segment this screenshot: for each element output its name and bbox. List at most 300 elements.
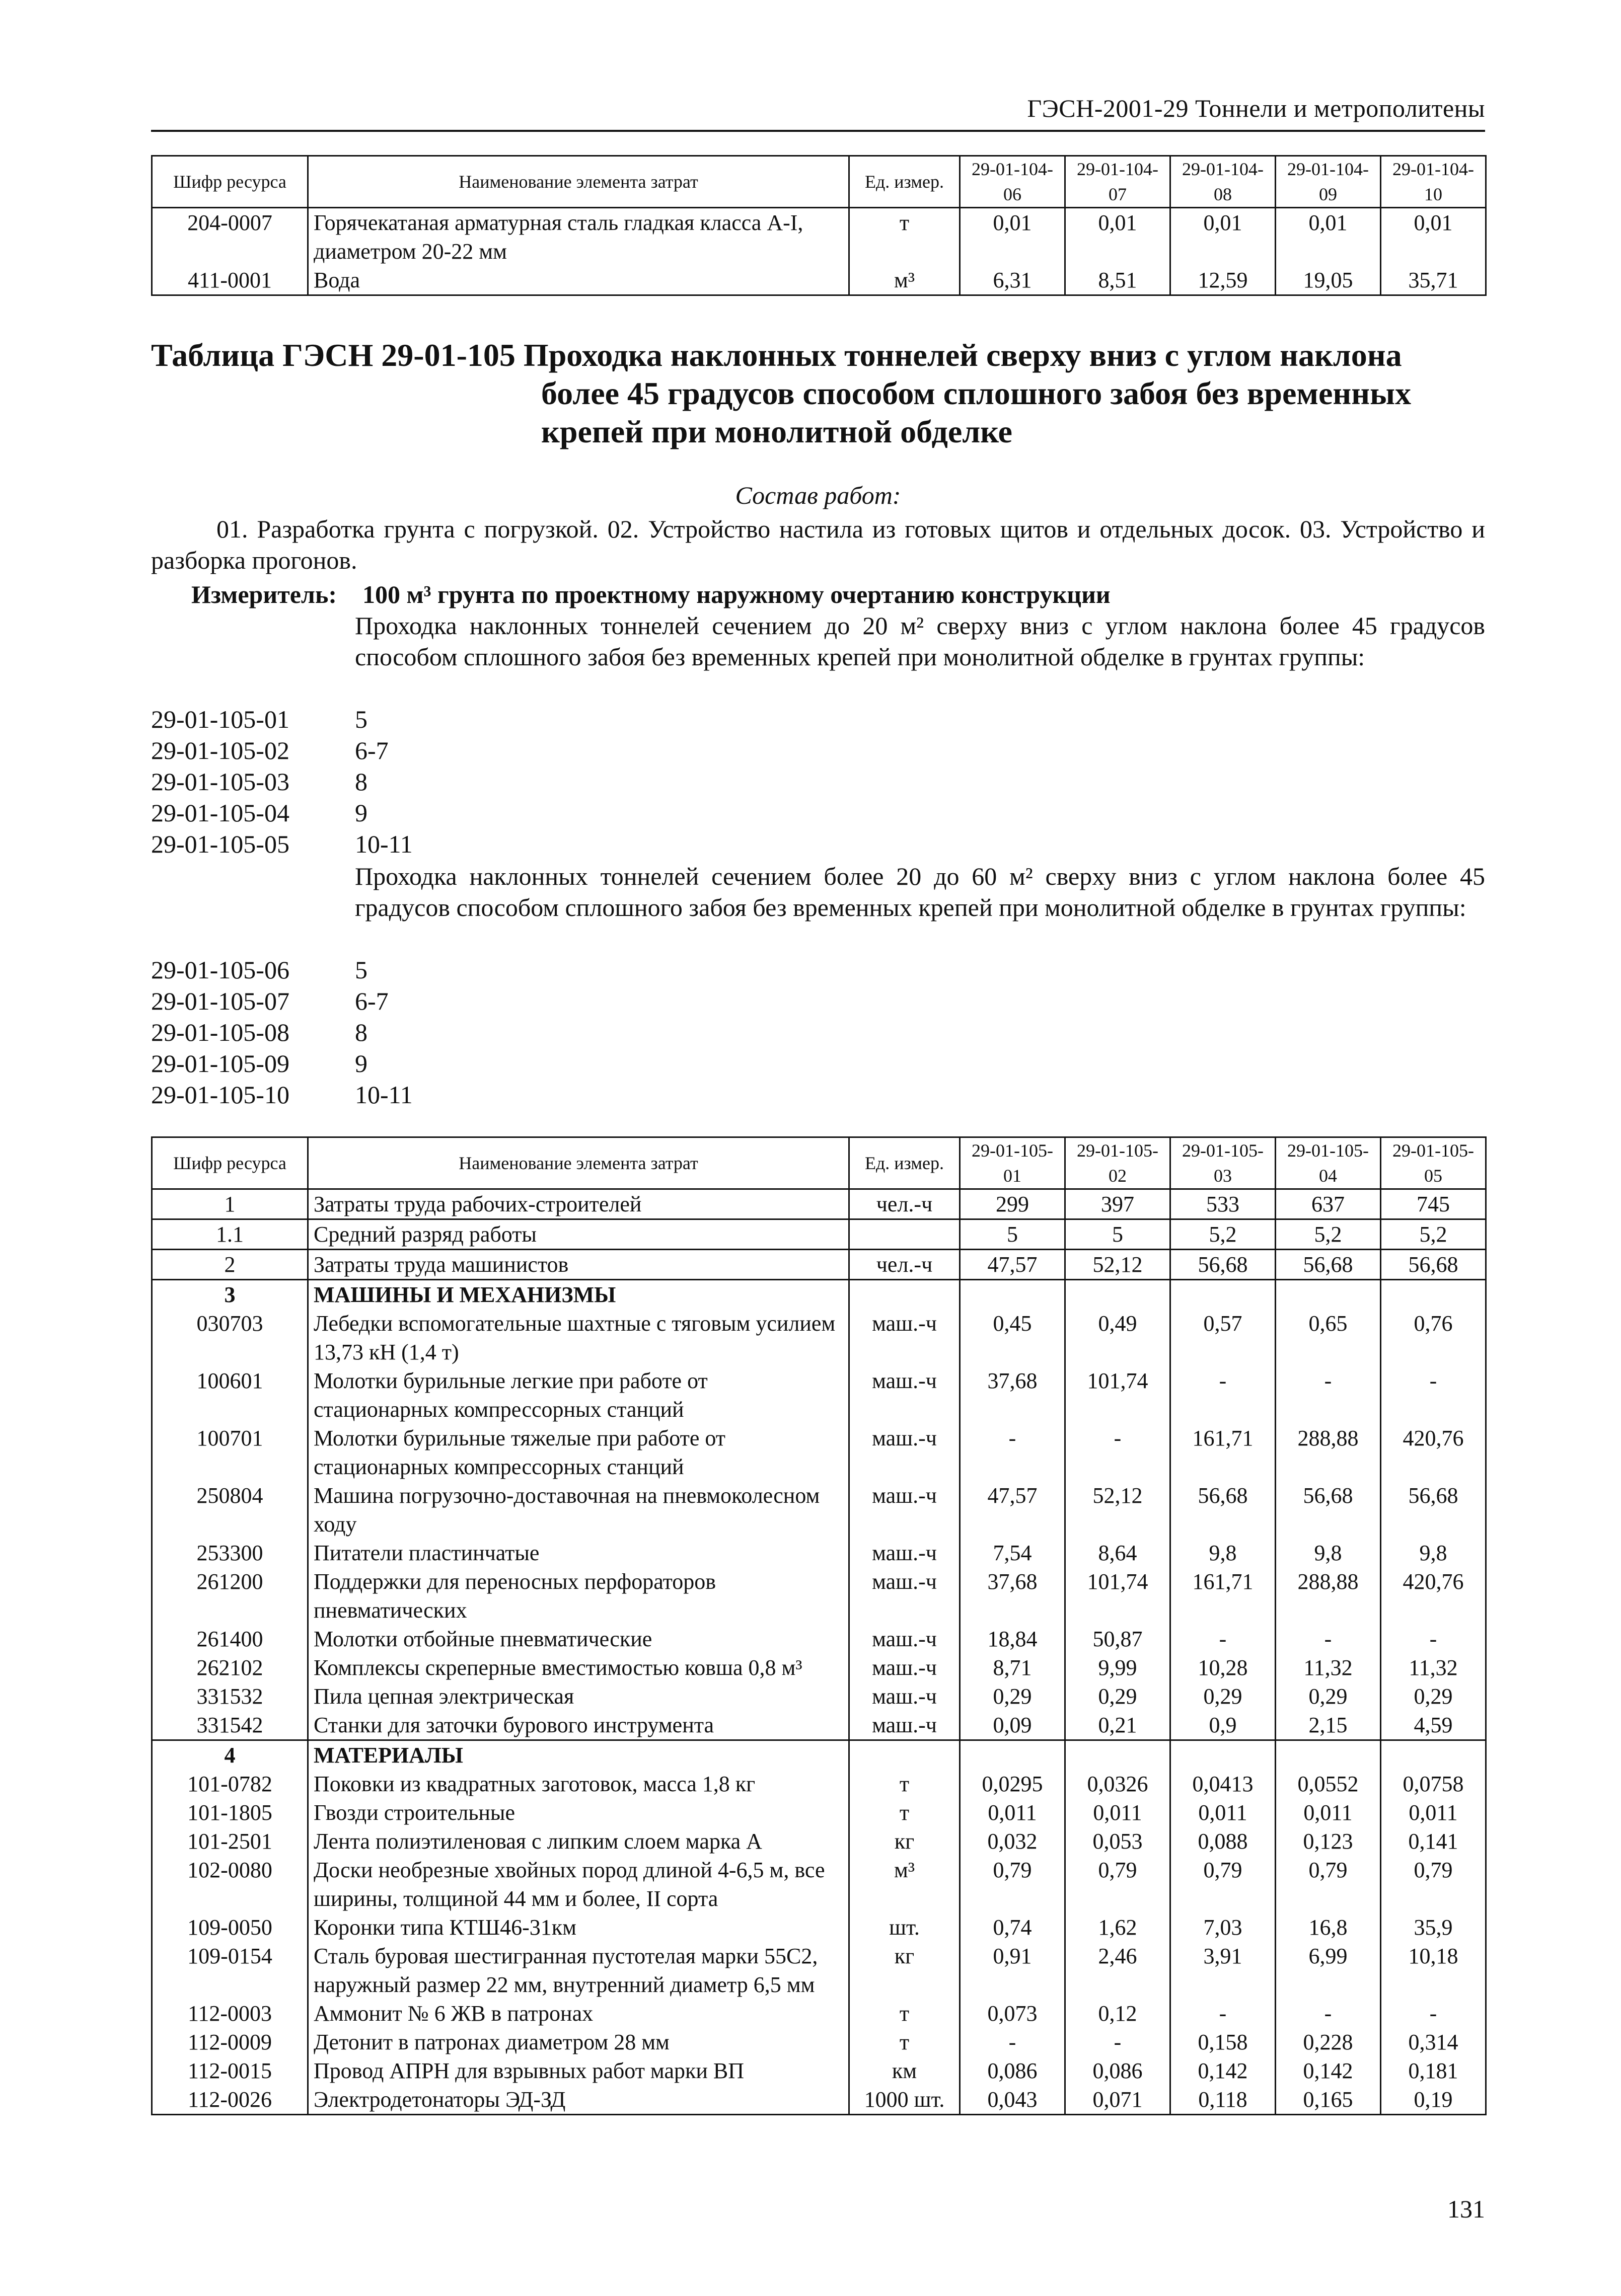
value-cell: 5,2 [1170,1219,1276,1250]
resource-code-cell: 1 [152,1189,308,1219]
unit-cell: маш.-ч [849,1539,960,1567]
value-cell: 3,91 [1170,1942,1276,1999]
value-cell: 420,76 [1381,1567,1486,1625]
table-row [152,1366,1486,1424]
value-cell: - [1170,1999,1276,2028]
resource-name-cell: Коронки типа КТШ46-31км [308,1913,849,1942]
resource-name-cell: Станки для заточки бурового инструмента [308,1711,849,1740]
value-cell: 101,74 [1065,1366,1170,1424]
resource-code-cell: 112-0003 [152,1999,308,2028]
resource-code-cell: 109-0154 [152,1942,308,1999]
unit-cell [849,1740,960,1770]
value-cell: - [1381,1366,1486,1424]
value-cell: 0,0758 [1381,1770,1486,1798]
value-cell: 11,32 [1381,1653,1486,1682]
list-item [151,735,413,766]
value-cell: 299 [960,1189,1065,1219]
value-cell: 7,03 [1170,1913,1276,1942]
value-cell: 0,29 [1170,1682,1276,1711]
table-row [152,1711,1486,1740]
resource-name-cell: Детонит в патронах диаметром 28 мм [308,2028,849,2056]
value-cell: 0,123 [1276,1827,1381,1856]
resource-code-cell: 102-0080 [152,1856,308,1913]
unit-cell: чел.-ч [849,1250,960,1280]
table-row [152,208,1486,266]
unit-cell: т [849,208,960,266]
value-cell [1381,1740,1486,1770]
soil-group: 10-11 [355,830,413,858]
value-cell: - [1065,2028,1170,2056]
value-cell: 47,57 [960,1250,1065,1280]
value-cell: 101,74 [1065,1567,1170,1625]
value-cell: 0,118 [1170,2085,1276,2115]
value-cell: 0,79 [1065,1856,1170,1913]
soil-group: 5 [355,956,367,984]
unit-cell: км [849,2056,960,2085]
column-header: 29-01-105-04 [1276,1137,1381,1189]
value-cell: 52,12 [1065,1481,1170,1539]
resource-code-cell: 204-0007 [152,208,308,266]
table-title-line-1: Таблица ГЭСН 29-01-105 Проходка наклонных тоннелей сверху вниз с углом наклона [151,337,1402,373]
list-item [151,797,413,828]
column-header: 29-01-104-08 [1170,156,1276,208]
resource-code-cell: 112-0015 [152,2056,308,2085]
soil-group: 6-7 [355,987,389,1015]
running-head: ГЭСН-2001-29 Тоннели и метрополитены [1027,94,1485,122]
table-row [152,1798,1486,1827]
list-item [151,954,413,985]
resource-code-cell: 100701 [152,1424,308,1481]
table-row [152,1219,1486,1250]
value-cell: 0,073 [960,1999,1065,2028]
unit-cell [849,1219,960,1250]
value-cell: 0,79 [960,1856,1065,1913]
value-cell: 9,8 [1276,1539,1381,1567]
norm-code: 29-01-105-06 [151,956,289,984]
value-cell: 0,76 [1381,1309,1486,1366]
resource-code-cell: 101-2501 [152,1827,308,1856]
value-cell: 0,181 [1381,2056,1486,2085]
resource-name-cell: Пила цепная электрическая [308,1682,849,1711]
resource-code-cell: 3 [152,1280,308,1310]
resource-name-cell: Электродетонаторы ЭД-ЗД [308,2085,849,2115]
value-cell: 8,71 [960,1653,1065,1682]
resource-name-cell: Сталь буровая шестигранная пустотелая марки 55С2, наружный размер 22 мм, внутренний диаметр 6,5 мм [308,1942,849,1999]
value-cell: 0,01 [1170,208,1276,266]
unit-cell: маш.-ч [849,1567,960,1625]
column-header: Ед. измер. [849,156,960,208]
value-cell: 56,68 [1276,1481,1381,1539]
resource-name-cell: Комплексы скреперные вместимостью ковша 0,8 м³ [308,1653,849,1682]
value-cell: 9,8 [1381,1539,1486,1567]
value-cell: - [1170,1366,1276,1424]
value-cell: 0,043 [960,2085,1065,2115]
unit-cell: маш.-ч [849,1424,960,1481]
column-header: Ед. измер. [849,1137,960,1189]
norm-code: 29-01-105-10 [151,1081,289,1109]
value-cell: 0,01 [960,208,1065,266]
value-cell: 288,88 [1276,1424,1381,1481]
value-cell: 0,29 [1381,1682,1486,1711]
table-row [152,1653,1486,1682]
table-row [152,1913,1486,1942]
value-cell: 0,09 [960,1711,1065,1740]
norm-code: 29-01-105-05 [151,830,289,858]
value-cell [1276,1280,1381,1310]
value-cell [1065,1740,1170,1770]
column-header: 29-01-105-03 [1170,1137,1276,1189]
resource-name-cell: Молотки бурильные тяжелые при работе от стационарных компрессорных станций [308,1424,849,1481]
soil-group: 6-7 [355,736,389,764]
soil-group: 9 [355,1049,367,1078]
value-cell: 0,19 [1381,2085,1486,2115]
resource-code-cell: 4 [152,1740,308,1770]
unit-cell: т [849,2028,960,2056]
value-cell: 11,32 [1276,1653,1381,1682]
measure-label: Измеритель: [191,580,337,608]
value-cell: 0,45 [960,1309,1065,1366]
value-cell: 397 [1065,1189,1170,1219]
value-cell: 6,31 [960,266,1065,295]
table-row [152,1625,1486,1653]
value-cell: 0,29 [1065,1682,1170,1711]
value-cell: 0,79 [1276,1856,1381,1913]
value-cell: 12,59 [1170,266,1276,295]
value-cell: 0,011 [960,1798,1065,1827]
value-cell: - [1065,1424,1170,1481]
value-cell: 56,68 [1381,1250,1486,1280]
resource-code-cell: 101-1805 [152,1798,308,1827]
value-cell: 9,99 [1065,1653,1170,1682]
table-row [152,1539,1486,1567]
unit-cell: маш.-ч [849,1309,960,1366]
table-row [152,1189,1486,1219]
table-row [152,1999,1486,2028]
resource-code-cell: 101-0782 [152,1770,308,1798]
value-cell: 0,01 [1381,208,1486,266]
unit-cell: маш.-ч [849,1711,960,1740]
unit-cell: м³ [849,266,960,295]
column-header: 29-01-104-09 [1276,156,1381,208]
value-cell: 5 [1065,1219,1170,1250]
column-header: 29-01-104-10 [1381,156,1486,208]
table-title-line-2: более 45 градусов способом сплошного забоя без временных [541,375,1412,411]
value-cell: 37,68 [960,1567,1065,1625]
value-cell: 0,011 [1276,1798,1381,1827]
soil-group: 8 [355,768,367,796]
table-row [152,1856,1486,1913]
composition-label: Состав работ: [735,481,901,509]
value-cell: 47,57 [960,1481,1065,1539]
value-cell: 0,086 [960,2056,1065,2085]
table-row [152,2085,1486,2115]
value-cell: - [1276,1366,1381,1424]
value-cell: 533 [1170,1189,1276,1219]
value-cell [1170,1740,1276,1770]
value-cell: 37,68 [960,1366,1065,1424]
table-row [152,1424,1486,1481]
value-cell [960,1280,1065,1310]
value-cell: 0,01 [1065,208,1170,266]
norm-code: 29-01-105-02 [151,736,289,764]
value-cell: 745 [1381,1189,1486,1219]
value-cell: 0,91 [960,1942,1065,1999]
value-cell: 52,12 [1065,1250,1170,1280]
table-row [152,1827,1486,1856]
value-cell: - [960,1424,1065,1481]
value-cell: 18,84 [960,1625,1065,1653]
resource-table [151,1136,1487,2115]
resource-name-cell: Молотки отбойные пневматические [308,1625,849,1653]
value-cell: 0,74 [960,1913,1065,1942]
value-cell: 0,142 [1170,2056,1276,2085]
table-row [152,2056,1486,2085]
value-cell: 0,142 [1276,2056,1381,2085]
value-cell: 637 [1276,1189,1381,1219]
unit-cell: кг [849,1827,960,1856]
value-cell: 10,18 [1381,1942,1486,1999]
value-cell: - [1276,1999,1381,2028]
soil-group: 10-11 [355,1081,413,1109]
table-row [152,1942,1486,1999]
list-item [151,766,413,797]
group1-code-list [151,704,413,860]
resource-code-cell: 109-0050 [152,1913,308,1942]
column-header: Шифр ресурса [152,1137,308,1189]
value-cell: 35,9 [1381,1913,1486,1942]
unit-cell: маш.-ч [849,1625,960,1653]
page-number: 131 [1447,2195,1485,2223]
value-cell: 35,71 [1381,266,1486,295]
column-header: Наименование элемента затрат [308,1137,849,1189]
value-cell: 5 [960,1219,1065,1250]
norm-code: 29-01-105-04 [151,799,289,827]
value-cell: 0,79 [1170,1856,1276,1913]
resource-name-cell: Средний разряд работы [308,1219,849,1250]
value-cell [960,1740,1065,1770]
list-item [151,985,413,1017]
value-cell: 0,9 [1170,1711,1276,1740]
unit-cell: маш.-ч [849,1653,960,1682]
norm-code: 29-01-105-09 [151,1049,289,1078]
resource-name-cell: Аммонит № 6 ЖВ в патронах [308,1999,849,2028]
table-title-line-3: крепей при монолитной обделке [541,414,1012,449]
value-cell: 0,011 [1381,1798,1486,1827]
value-cell: 0,086 [1065,2056,1170,2085]
value-cell: 0,29 [1276,1682,1381,1711]
value-cell [1276,1740,1381,1770]
value-cell: 0,57 [1170,1309,1276,1366]
resource-name-cell: Поковки из квадратных заготовок, масса 1,8 кг [308,1770,849,1798]
value-cell: 56,68 [1276,1250,1381,1280]
unit-cell: т [849,1770,960,1798]
resource-name-cell: Доски необрезные хвойных пород длиной 4-6,5 м, все ширины, толщиной 44 мм и более, II сорта [308,1856,849,1913]
resource-name-cell: Провод АПРН для взрывных работ марки ВП [308,2056,849,2085]
value-cell: 56,68 [1381,1481,1486,1539]
value-cell: 0,0326 [1065,1770,1170,1798]
value-cell: 9,8 [1170,1539,1276,1567]
value-cell: 0,228 [1276,2028,1381,2056]
soil-group: 9 [355,799,367,827]
column-header: Наименование элемента затрат [308,156,849,208]
resource-code-cell: 331532 [152,1682,308,1711]
resource-name-cell: Лента полиэтиленовая с липким слоем марка А [308,1827,849,1856]
column-header: 29-01-104-06 [960,156,1065,208]
table-row [152,1682,1486,1711]
value-cell: 0,0413 [1170,1770,1276,1798]
value-cell: 0,49 [1065,1309,1170,1366]
table-row [152,1309,1486,1366]
resource-name-cell: Затраты труда машинистов [308,1250,849,1280]
column-header: 29-01-104-07 [1065,156,1170,208]
table-row [152,1250,1486,1280]
value-cell: 56,68 [1170,1250,1276,1280]
value-cell: 1,62 [1065,1913,1170,1942]
unit-cell: чел.-ч [849,1189,960,1219]
resource-code-cell: 262102 [152,1653,308,1682]
value-cell: 0,21 [1065,1711,1170,1740]
resource-code-cell: 1.1 [152,1219,308,1250]
resource-name-cell: МАШИНЫ И МЕХАНИЗМЫ [308,1280,849,1310]
table-row [152,266,1486,295]
value-cell: 0,011 [1170,1798,1276,1827]
value-cell: 2,15 [1276,1711,1381,1740]
value-cell: 0,12 [1065,1999,1170,2028]
value-cell: 5,2 [1381,1219,1486,1250]
value-cell: 16,8 [1276,1913,1381,1942]
value-cell: 2,46 [1065,1942,1170,1999]
value-cell: 161,71 [1170,1567,1276,1625]
unit-cell: т [849,1798,960,1827]
resource-code-cell: 331542 [152,1711,308,1740]
resource-name-cell: Поддержки для переносных перфораторов пневматических [308,1567,849,1625]
unit-cell: 1000 шт. [849,2085,960,2115]
table-row [152,1740,1486,1770]
header-rule [151,130,1485,132]
value-cell: 0,071 [1065,2085,1170,2115]
list-item [151,1017,413,1048]
continued-resource-table [151,155,1487,296]
resource-code-cell: 112-0026 [152,2085,308,2115]
norm-code: 29-01-105-03 [151,768,289,796]
value-cell: - [1381,1625,1486,1653]
norm-code: 29-01-105-01 [151,705,289,733]
resource-name-cell: Молотки бурильные легкие при работе от стационарных компрессорных станций [308,1366,849,1424]
resource-name-cell: Горячекатаная арматурная сталь гладкая класса А-I, диаметром 20-22 мм [308,208,849,266]
unit-cell: маш.-ч [849,1481,960,1539]
table-row [152,1280,1486,1310]
table-row [152,1481,1486,1539]
measure-unit [191,579,1485,610]
value-cell: 0,314 [1381,2028,1486,2056]
column-header: 29-01-105-05 [1381,1137,1486,1189]
value-cell: 10,28 [1170,1653,1276,1682]
resource-code-cell: 2 [152,1250,308,1280]
value-cell: 8,51 [1065,266,1170,295]
resource-code-cell: 411-0001 [152,266,308,295]
value-cell: 6,99 [1276,1942,1381,1999]
resource-name-cell: Лебедки вспомогательные шахтные с тяговым усилием 13,73 кН (1,4 т) [308,1309,849,1366]
resource-code-cell: 250804 [152,1481,308,1539]
resource-code-cell: 100601 [152,1366,308,1424]
value-cell: - [1381,1999,1486,2028]
resource-name-cell: Вода [308,266,849,295]
value-cell: 0,053 [1065,1827,1170,1856]
value-cell: - [1276,1625,1381,1653]
resource-code-cell: 253300 [152,1539,308,1567]
value-cell: 0,032 [960,1827,1065,1856]
group2-description: Проходка наклонных тоннелей сечением более 20 до 60 м² сверху вниз с углом наклона более 45 градусов способом сплошного забоя без временных крепей при монолитной обделке в грунтах группы: [355,862,1485,922]
measure-text: 100 м³ грунта по проектному наружному очертанию конструкции [362,580,1111,608]
value-cell: 420,76 [1381,1424,1486,1481]
resource-name-cell: Гвозди строительные [308,1798,849,1827]
value-cell: 0,088 [1170,1827,1276,1856]
unit-cell: маш.-ч [849,1366,960,1424]
unit-cell: м³ [849,1856,960,1913]
list-item [151,828,413,860]
value-cell: 7,54 [960,1539,1065,1567]
value-cell: 0,01 [1276,208,1381,266]
resource-code-cell: 261200 [152,1567,308,1625]
soil-group: 5 [355,705,367,733]
column-header: 29-01-105-01 [960,1137,1065,1189]
table-title [151,336,1485,451]
value-cell [1381,1280,1486,1310]
value-cell: 4,59 [1381,1711,1486,1740]
value-cell: 0,65 [1276,1309,1381,1366]
value-cell: 0,79 [1381,1856,1486,1913]
value-cell: 0,29 [960,1682,1065,1711]
resource-name-cell: Затраты труда рабочих-строителей [308,1189,849,1219]
group2-code-list [151,954,413,1110]
table-row [152,1770,1486,1798]
value-cell: 0,0552 [1276,1770,1381,1798]
value-cell: 5,2 [1276,1219,1381,1250]
value-cell: 0,158 [1170,2028,1276,2056]
value-cell: - [960,2028,1065,2056]
value-cell: 0,165 [1276,2085,1381,2115]
list-item [151,704,413,735]
column-header: 29-01-105-02 [1065,1137,1170,1189]
composition-text: 01. Разработка грунта с погрузкой. 02. Устройство настила из готовых щитов и отдельных досок. 03. Устройство и разборка прогонов. [151,515,1485,574]
value-cell: 0,0295 [960,1770,1065,1798]
list-item [151,1079,413,1110]
resource-name-cell: Машина погрузочно-доставочная на пневмоколесном ходу [308,1481,849,1539]
value-cell: 19,05 [1276,266,1381,295]
value-cell: 8,64 [1065,1539,1170,1567]
resource-code-cell: 030703 [152,1309,308,1366]
list-item [151,1048,413,1079]
table-row [152,2028,1486,2056]
unit-cell [849,1280,960,1310]
value-cell [1170,1280,1276,1310]
resource-code-cell: 261400 [152,1625,308,1653]
norm-code: 29-01-105-08 [151,1018,289,1046]
value-cell: 161,71 [1170,1424,1276,1481]
resource-code-cell: 112-0009 [152,2028,308,2056]
value-cell [1065,1280,1170,1310]
norm-code: 29-01-105-07 [151,987,289,1015]
column-header: Шифр ресурса [152,156,308,208]
group1-description: Проходка наклонных тоннелей сечением до 20 м² сверху вниз с углом наклона более 45 градусов способом сплошного забоя без временных крепей при монолитной обделке в грунтах группы: [355,611,1485,671]
resource-name-cell: МАТЕРИАЛЫ [308,1740,849,1770]
unit-cell: шт. [849,1913,960,1942]
unit-cell: т [849,1999,960,2028]
table-row [152,1567,1486,1625]
unit-cell: маш.-ч [849,1682,960,1711]
soil-group: 8 [355,1018,367,1046]
value-cell: 0,011 [1065,1798,1170,1827]
